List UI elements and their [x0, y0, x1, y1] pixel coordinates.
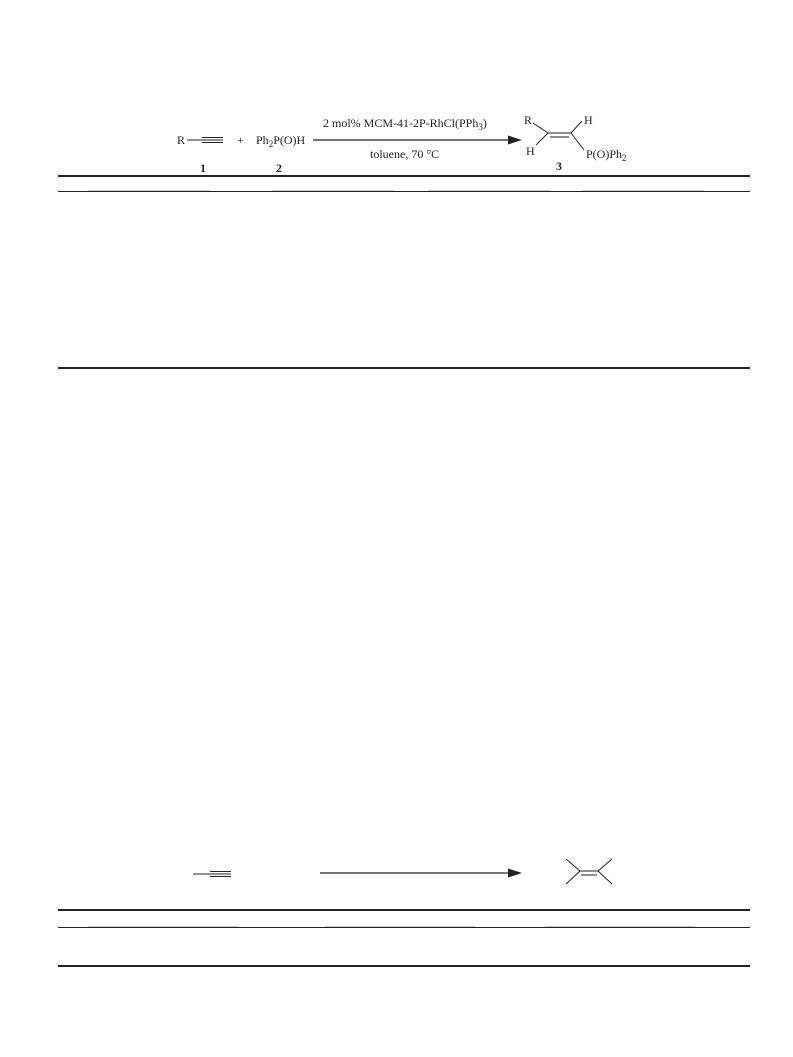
table2-bottom-rule: [58, 965, 750, 967]
alkyne-bond: [187, 138, 223, 143]
reaction-2-arrow-head: [508, 869, 522, 878]
table2-column-stub: [88, 926, 238, 927]
compound-label-2: 2: [276, 161, 282, 175]
product-phosphine-oxide: $P(O)Ph_2$: [586, 147, 627, 163]
product-h-top: H: [584, 113, 593, 127]
table2-header-rule: [58, 927, 750, 928]
conditions-catalyst: 2 mol% MCM-41-2P-RhCl(PPh$_3$): [323, 116, 487, 132]
conditions-solvent: toluene, 70 °C: [370, 147, 440, 161]
reaction-arrow-head: [508, 136, 522, 145]
table2-column-stub: [325, 926, 475, 927]
alkene-2-bonds: [566, 859, 612, 884]
table1-column-stub: [428, 190, 550, 191]
plus-sign: +: [237, 133, 244, 147]
table1-top-rule: [58, 175, 750, 177]
table1-header-rule: [58, 191, 750, 192]
compound-label-3: 3: [556, 159, 562, 173]
table1-column-stub: [582, 190, 704, 191]
reactant-2-formula: $Ph_2P(O)H$: [256, 133, 306, 149]
compound-label-1: 1: [200, 161, 206, 175]
reaction-scheme-1: [0, 0, 793, 200]
product-alkene-bonds: [533, 121, 584, 150]
table1-column-stub: [88, 190, 210, 191]
table1-column-stub: [272, 190, 394, 191]
table2-column-stub: [545, 926, 695, 927]
product-h-bottom: H: [526, 144, 535, 158]
table1-bottom-rule: [58, 367, 750, 369]
reactant-1-r-label: R: [177, 133, 186, 147]
alkyne-2-bond: [193, 872, 231, 877]
product-r-label: R: [524, 113, 533, 127]
table2-top-rule: [58, 909, 750, 911]
